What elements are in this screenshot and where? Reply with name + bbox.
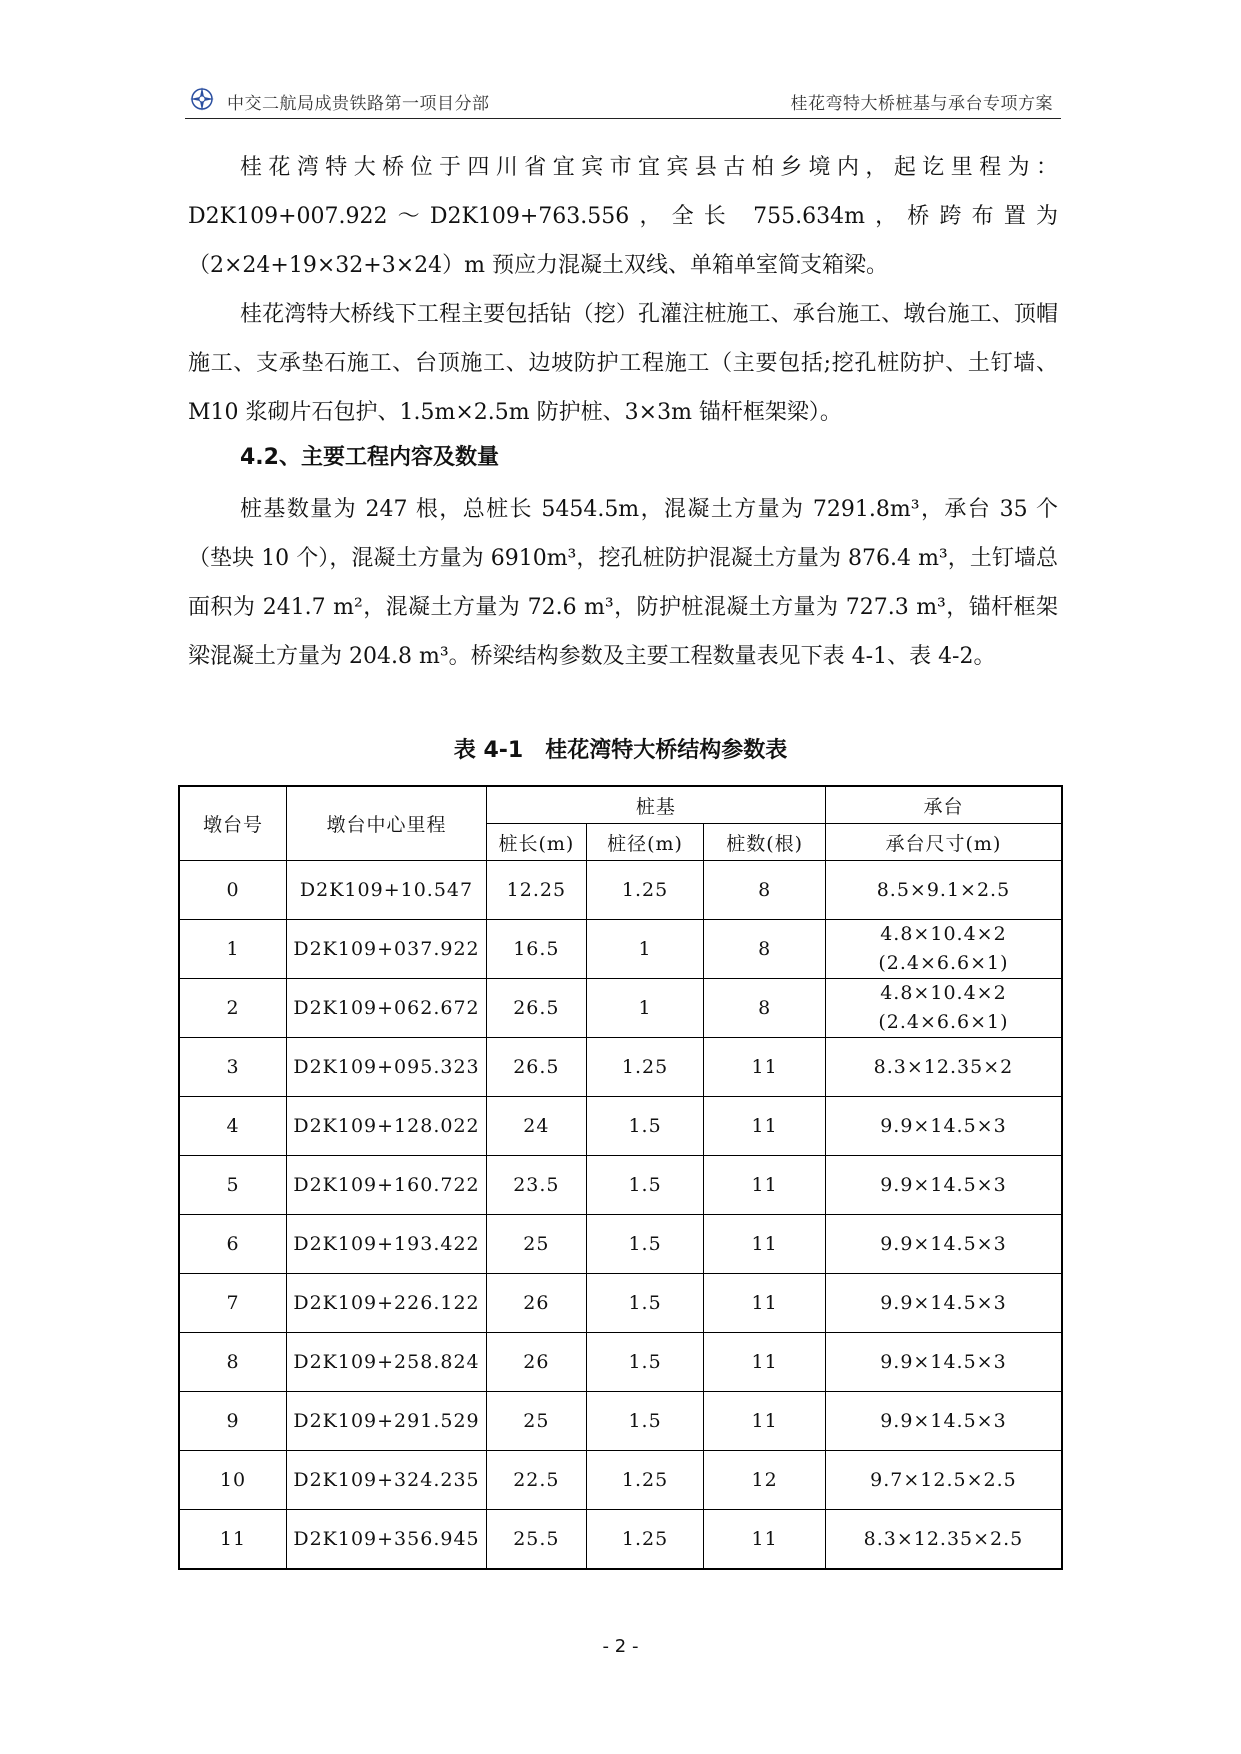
cell-length: 12.25 <box>486 861 586 920</box>
section-heading: 4.2、主要工程内容及数量 <box>240 445 499 470</box>
cap-size-main: 9.7×12.5×2.5 <box>870 1468 1017 1491</box>
cell-no: 3 <box>179 1038 287 1097</box>
header-organization: 中交二航局成贵铁路第一项目分部 <box>227 94 490 114</box>
cell-cap-size <box>825 1392 1062 1451</box>
cell-length: 26.5 <box>486 1038 586 1097</box>
cell-diameter: 1.5 <box>586 1215 704 1274</box>
cap-size-main: 9.9×14.5×3 <box>880 1114 1007 1137</box>
cell-cap-size <box>825 920 1062 979</box>
cell-diameter: 1.5 <box>586 1333 704 1392</box>
cap-size-main: 8.3×12.35×2.5 <box>863 1527 1024 1550</box>
cell-mileage: D2K109+160.722 <box>287 1156 487 1215</box>
cell-cap-size <box>825 1038 1062 1097</box>
cell-length: 26.5 <box>486 979 586 1038</box>
paragraph-text: 桂花湾特大桥线下工程主要包括钻（挖）孔灌注桩施工、承台施工、墩台施工、顶帽施工、支承垫石施工、台顶施工、边坡防护工程施工（主要包括;挖孔桩防护、土钉墙、M10 浆砌片石包护、1.5m×2.5m 防护桩、3×3m 锚杆框架梁）。 <box>188 302 1058 425</box>
header-document-title: 桂花弯特大桥桩基与承台专项方案 <box>790 94 1053 114</box>
cell-no: 6 <box>179 1215 287 1274</box>
cell-cap-size <box>825 1451 1062 1510</box>
cell-diameter: 1.25 <box>586 861 704 920</box>
cell-cap-size <box>825 1274 1062 1333</box>
cell-mileage: D2K109+037.922 <box>287 920 487 979</box>
table-row <box>179 979 1062 1038</box>
cell-mileage: D2K109+291.529 <box>287 1392 487 1451</box>
cell-diameter: 1.5 <box>586 1156 704 1215</box>
cell-no: 11 <box>179 1510 287 1570</box>
table-header-row <box>179 786 1062 824</box>
cell-count: 11 <box>704 1215 826 1274</box>
cell-length: 25 <box>486 1392 586 1451</box>
page-header <box>185 86 1061 119</box>
cell-cap-size <box>825 1510 1062 1570</box>
table-row <box>179 1333 1062 1392</box>
cap-size-main: 9.9×14.5×3 <box>880 1291 1007 1314</box>
cell-length: 22.5 <box>486 1451 586 1510</box>
cell-cap-size <box>825 1333 1062 1392</box>
structure-parameter-table <box>178 785 1063 1570</box>
header-pile-group: 桩基 <box>486 786 825 824</box>
cell-count: 11 <box>704 1392 826 1451</box>
cell-length: 26 <box>486 1333 586 1392</box>
cap-size-main: 4.8×10.4×2 <box>880 982 1007 1004</box>
cell-mileage: D2K109+10.547 <box>287 861 487 920</box>
cap-size-main: 8.3×12.35×2 <box>873 1055 1014 1078</box>
cell-no: 10 <box>179 1451 287 1510</box>
cell-mileage: D2K109+356.945 <box>287 1510 487 1570</box>
header-center-mileage: 墩台中心里程 <box>287 786 487 861</box>
header-cap-size: 承台尺寸(m) <box>825 824 1062 861</box>
cell-count: 11 <box>704 1156 826 1215</box>
table-row <box>179 1392 1062 1451</box>
cell-no: 7 <box>179 1274 287 1333</box>
table-row <box>179 1274 1062 1333</box>
cell-length: 25.5 <box>486 1510 586 1570</box>
cell-mileage: D2K109+226.122 <box>287 1274 487 1333</box>
cell-mileage: D2K109+193.422 <box>287 1215 487 1274</box>
cell-diameter: 1.5 <box>586 1392 704 1451</box>
cell-count: 11 <box>704 1038 826 1097</box>
table-row <box>179 1038 1062 1097</box>
header-cap-group: 承台 <box>825 786 1062 824</box>
cell-no: 9 <box>179 1392 287 1451</box>
cell-length: 16.5 <box>486 920 586 979</box>
cell-mileage: D2K109+062.672 <box>287 979 487 1038</box>
header-pile-length: 桩长(m) <box>486 824 586 861</box>
cell-cap-size <box>825 1215 1062 1274</box>
cap-size-main: 9.9×14.5×3 <box>880 1409 1007 1432</box>
cell-count: 11 <box>704 1333 826 1392</box>
cap-size-pad: (2.4×6.6×1) <box>878 1011 1009 1033</box>
cell-cap-size <box>825 1097 1062 1156</box>
table-row <box>179 1156 1062 1215</box>
cell-count: 12 <box>704 1451 826 1510</box>
paragraph-text: 桂花湾特大桥位于四川省宜宾市宜宾县古柏乡境内，起讫里程为：D2K109+007.922～D2K109+763.556，全长 755.634m，桥跨布置为（2×24+19×32+3×24）m 预应力混凝土双线、单箱单室简支箱梁。 <box>188 155 1058 278</box>
header-pier-no: 墩台号 <box>179 786 287 861</box>
cell-mileage: D2K109+258.824 <box>287 1333 487 1392</box>
cell-length: 25 <box>486 1215 586 1274</box>
paragraph-work-scope <box>188 290 1058 437</box>
table-row <box>179 861 1062 920</box>
cap-size-main: 4.8×10.4×2 <box>880 923 1007 945</box>
cell-mileage: D2K109+128.022 <box>287 1097 487 1156</box>
cell-diameter: 1 <box>586 920 704 979</box>
cell-no: 4 <box>179 1097 287 1156</box>
page-number: - 2 - <box>602 1636 639 1657</box>
cell-count: 11 <box>704 1097 826 1156</box>
cell-length: 26 <box>486 1274 586 1333</box>
table-title: 表 4-1 桂花湾特大桥结构参数表 <box>453 738 788 763</box>
cap-size-pad: (2.4×6.6×1) <box>878 952 1009 974</box>
cell-no: 0 <box>179 861 287 920</box>
cell-diameter: 1 <box>586 979 704 1038</box>
cell-diameter: 1.5 <box>586 1274 704 1333</box>
cell-count: 8 <box>704 979 826 1038</box>
header-pile-diameter: 桩径(m) <box>586 824 704 861</box>
cell-no: 2 <box>179 979 287 1038</box>
table-row <box>179 1451 1062 1510</box>
table-row <box>179 1215 1062 1274</box>
cell-count: 11 <box>704 1274 826 1333</box>
company-logo-icon <box>189 86 215 112</box>
cap-size-main: 9.9×14.5×3 <box>880 1232 1007 1255</box>
cell-mileage: D2K109+095.323 <box>287 1038 487 1097</box>
cell-count: 11 <box>704 1510 826 1570</box>
header-pile-count: 桩数(根) <box>704 824 826 861</box>
table-row <box>179 920 1062 979</box>
cell-diameter: 1.25 <box>586 1038 704 1097</box>
cell-cap-size <box>825 861 1062 920</box>
cell-length: 23.5 <box>486 1156 586 1215</box>
cell-no: 8 <box>179 1333 287 1392</box>
cell-no: 1 <box>179 920 287 979</box>
cell-length: 24 <box>486 1097 586 1156</box>
cell-cap-size <box>825 979 1062 1038</box>
table-body <box>179 861 1062 1570</box>
cell-cap-size <box>825 1156 1062 1215</box>
table-row <box>179 1510 1062 1570</box>
cap-size-main: 8.5×9.1×2.5 <box>876 878 1011 901</box>
cell-diameter: 1.25 <box>586 1451 704 1510</box>
cell-diameter: 1.25 <box>586 1510 704 1570</box>
paragraph-quantities <box>188 485 1058 681</box>
paragraph-bridge-location <box>188 143 1058 290</box>
cap-size-main: 9.9×14.5×3 <box>880 1173 1007 1196</box>
cell-count: 8 <box>704 861 826 920</box>
cap-size-main: 9.9×14.5×3 <box>880 1350 1007 1373</box>
cell-count: 8 <box>704 920 826 979</box>
cell-mileage: D2K109+324.235 <box>287 1451 487 1510</box>
cell-diameter: 1.5 <box>586 1097 704 1156</box>
table-row <box>179 1097 1062 1156</box>
paragraph-text: 桩基数量为 247 根，总桩长 5454.5m，混凝土方量为 7291.8m³，承台 35 个（垫块 10 个），混凝土方量为 6910m³，挖孔桩防护混凝土方量为 876.4 m³，土钉墙总面积为 241.7 m²，混凝土方量为 72.6 m³，防护桩混凝土方量为 727.3 m³，锚杆框架梁混凝土方量为 204.8 m³。桥梁结构参数及主要工程数量表见下表 4-1、表 4-2。 <box>188 497 1058 669</box>
cell-no: 5 <box>179 1156 287 1215</box>
